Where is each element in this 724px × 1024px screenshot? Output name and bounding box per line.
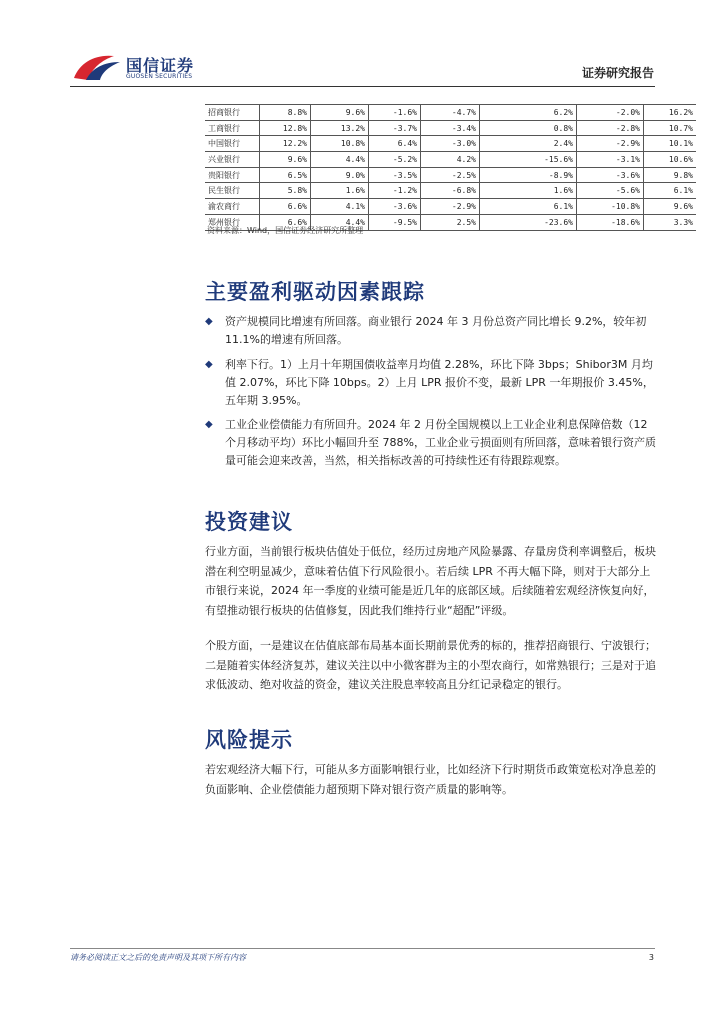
value-cell: 4.4%	[311, 152, 369, 168]
value-cell: -5.6%	[577, 183, 644, 199]
value-cell: -3.0%	[421, 136, 480, 152]
page-number: 3	[648, 953, 654, 962]
value-cell: -6.8%	[421, 183, 480, 199]
value-cell: 6.5%	[260, 167, 311, 183]
value-cell: -15.6%	[480, 152, 577, 168]
value-cell: -3.6%	[577, 167, 644, 183]
value-cell: 10.7%	[644, 120, 697, 136]
value-cell: -8.9%	[480, 167, 577, 183]
section-title-risk: 风险提示	[205, 728, 293, 752]
value-cell: 4.2%	[421, 152, 480, 168]
value-cell: -2.9%	[421, 199, 480, 215]
paragraph-risk: 若宏观经济大幅下行，可能从多方面影响银行业，比如经济下行时期货币政策宽松对净息差的负面影响、企业偿债能力超预期下降对银行资产质量的影响等。	[205, 763, 656, 796]
value-cell: -2.8%	[577, 120, 644, 136]
value-cell: 9.0%	[311, 167, 369, 183]
diamond-bullet-icon: ◆	[205, 359, 213, 370]
value-cell: -1.2%	[369, 183, 421, 199]
diamond-bullet-icon: ◆	[205, 419, 213, 430]
bank-name-cell: 工商银行	[205, 120, 260, 136]
report-type-label: 证券研究报告	[581, 66, 654, 80]
value-cell: 9.6%	[311, 105, 369, 121]
value-cell: 13.2%	[311, 120, 369, 136]
bank-name-cell: 招商银行	[205, 105, 260, 121]
value-cell: -23.6%	[480, 214, 577, 230]
table-row	[205, 199, 696, 215]
value-cell: 0.8%	[480, 120, 577, 136]
bank-metrics-table	[205, 104, 696, 231]
value-cell: 5.8%	[260, 183, 311, 199]
brand-name-en: GUOSEN SECURITIES	[126, 73, 193, 80]
value-cell: 12.8%	[260, 120, 311, 136]
value-cell: -3.4%	[421, 120, 480, 136]
bullet-solvency	[205, 416, 657, 470]
value-cell: 1.6%	[480, 183, 577, 199]
value-cell: -3.5%	[369, 167, 421, 183]
brand-name-cn: 国信证券	[126, 56, 195, 75]
value-cell: 6.2%	[480, 105, 577, 121]
value-cell: -10.8%	[577, 199, 644, 215]
diamond-bullet-icon: ◆	[205, 316, 213, 327]
table-row	[205, 167, 696, 183]
section-title-profit-drivers: 主要盈利驱动因素跟踪	[205, 280, 425, 304]
value-cell: 6.1%	[644, 183, 697, 199]
table-row	[205, 136, 696, 152]
value-cell: -18.6%	[577, 214, 644, 230]
value-cell: -3.6%	[369, 199, 421, 215]
value-cell: 9.6%	[644, 199, 697, 215]
bank-name-cell: 渝农商行	[205, 199, 260, 215]
value-cell: -5.2%	[369, 152, 421, 168]
value-cell: 1.6%	[311, 183, 369, 199]
bullet-text: 工业企业偿债能力有所回升。2024 年 2 月份全国规模以上工业企业利息保障倍数（12 个月移动平均）环比小幅回升至 788%，工业企业亏损面则有所回落，意味着银行资产质量可能会迎来改善，当然，相关指标改善的可持续性还有待跟踪观察。	[225, 418, 656, 467]
value-cell: -2.9%	[577, 136, 644, 152]
footer-divider	[70, 948, 655, 949]
table-row	[205, 183, 696, 199]
value-cell: 9.6%	[260, 152, 311, 168]
value-cell: 3.3%	[644, 214, 697, 230]
bank-name-cell: 民生银行	[205, 183, 260, 199]
value-cell: 8.8%	[260, 105, 311, 121]
value-cell: 16.2%	[644, 105, 697, 121]
value-cell: 4.1%	[311, 199, 369, 215]
value-cell: -3.7%	[369, 120, 421, 136]
bullet-asset-scale	[205, 313, 657, 349]
table-row	[205, 105, 696, 121]
bullet-text: 利率下行。1）上月十年期国债收益率月均值 2.28%，环比下降 3bps；Shibor3M 月均值 2.07%，环比下降 10bps。2）上月 LPR 报价不变，最新 LPR 一年期报价 3.45%，五年期 3.95%。	[225, 358, 654, 407]
bank-name-cell: 兴业银行	[205, 152, 260, 168]
bullet-text: 资产规模同比增速有所回落。商业银行 2024 年 3 月份总资产同比增长 9.2%，较年初 11.1%的增速有所回落。	[225, 315, 647, 346]
value-cell: 9.8%	[644, 167, 697, 183]
value-cell: -1.6%	[369, 105, 421, 121]
bank-name-cell: 中国银行	[205, 136, 260, 152]
value-cell: 4.4%	[311, 214, 369, 230]
value-cell: 10.6%	[644, 152, 697, 168]
value-cell: -4.7%	[421, 105, 480, 121]
table-row	[205, 120, 696, 136]
value-cell: 6.1%	[480, 199, 577, 215]
paragraph-industry: 行业方面，当前银行板块估值处于低位，经历过房地产风险暴露、存量房贷利率调整后，板块潜在利空明显减少，意味着估值下行风险很小。若后续 LPR 不再大幅下降，则对于大部分上市银行来说，2024 年一季度的业绩可能是近几年的底部区域。后续随着宏观经济恢复向好，有望推动银行板块的估值修复，因此我们维持行业“超配”评级。	[205, 545, 656, 617]
paragraph-stocks: 个股方面，一是建议在估值底部布局基本面长期前景优秀的标的，推荐招商银行、宁波银行；二是随着实体经济复苏，建议关注以中小微客群为主的小型农商行，如常熟银行；三是对于追求低波动、绝对收益的资金，建议关注股息率较高且分红记录稳定的银行。	[205, 639, 656, 691]
value-cell: 2.4%	[480, 136, 577, 152]
value-cell: 10.8%	[311, 136, 369, 152]
value-cell: 12.2%	[260, 136, 311, 152]
header-divider	[70, 86, 655, 87]
table-source-note: 资料来源：Wind，国信证券经济研究所整理	[207, 226, 364, 235]
value-cell: 6.4%	[369, 136, 421, 152]
value-cell: -3.1%	[577, 152, 644, 168]
section-title-investment-advice: 投资建议	[205, 510, 293, 534]
disclaimer-note: 请务必阅读正文之后的免责声明及其项下所有内容	[70, 953, 246, 962]
guosen-logo-icon	[70, 52, 124, 82]
value-cell: 10.1%	[644, 136, 697, 152]
table-row	[205, 152, 696, 168]
value-cell: -2.5%	[421, 167, 480, 183]
bank-name-cell: 贵阳银行	[205, 167, 260, 183]
bullet-interest-rate	[205, 356, 657, 410]
value-cell: 2.5%	[421, 214, 480, 230]
page-header	[0, 0, 724, 90]
value-cell: -9.5%	[369, 214, 421, 230]
bank-name-cell: 郑州银行	[205, 214, 260, 230]
value-cell: -2.0%	[577, 105, 644, 121]
value-cell: 6.6%	[260, 199, 311, 215]
value-cell: 6.6%	[260, 214, 311, 230]
